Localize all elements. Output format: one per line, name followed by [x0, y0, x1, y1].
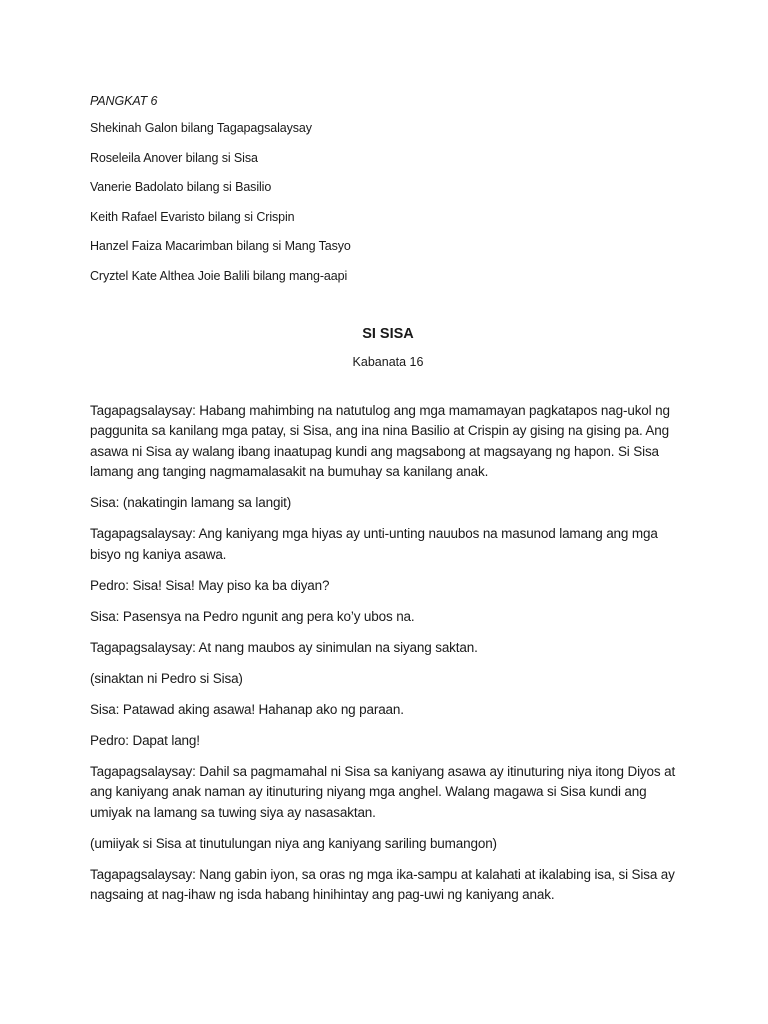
script-paragraph: Tagapagsalaysay: Dahil sa pagmamahal ni Sisa sa kaniyang asawa ay itinuturing niya itong Diyos at ang kaniyang anak naman ay itinuturing niyang mga anghel. Walang magawa si Sisa kundi ang umiyak na lamang sa tuwing siya ay nasasaktan.	[90, 763, 676, 820]
script-paragraph: Tagapagsalaysay: Ang kaniyang mga hiyas ay unti-unting nauubos na masunod lamang ang mga bisyo ng kaniya asawa.	[90, 526, 658, 562]
document-title: SI SISA	[362, 325, 414, 342]
cast-line: Hanzel Faiza Macarimban bilang si Mang Tasyo	[90, 239, 351, 253]
script-paragraph: Tagapagsalaysay: At nang maubos ay sinimulan na siyang saktan.	[90, 639, 478, 655]
script-paragraph: Sisa: Pasensya na Pedro ngunit ang pera ko’y ubos na.	[90, 608, 415, 624]
script-paragraph: Pedro: Sisa! Sisa! May piso ka ba diyan?	[90, 577, 330, 593]
cast-line: Shekinah Galon bilang Tagapagsalaysay	[90, 121, 312, 135]
cast-line: Roseleila Anover bilang si Sisa	[90, 150, 258, 165]
script-paragraph: Pedro: Dapat lang!	[90, 732, 200, 748]
cast-line: Vanerie Badolato bilang si Basilio	[90, 180, 272, 194]
cast-line: Keith Rafael Evaristo bilang si Crispin	[90, 209, 295, 224]
script-paragraph: Sisa: (nakatingin lamang sa langit)	[90, 495, 292, 510]
script-paragraph: Sisa: Patawad aking asawa! Hahanap ako ng paraan.	[90, 701, 404, 717]
cast-line: Cryztel Kate Althea Joie Balili bilang mang-aapi	[90, 268, 348, 283]
group-label: PANGKAT 6	[90, 94, 158, 108]
script-paragraph: Tagapagsalaysay: Habang mahimbing na natutulog ang mga mamamayan pagkatapos nag-ukol ng paggunita sa kanilang mga patay, si Sisa, ang ina nina Basilio at Crispin ay gising na gising pa. Ang asawa ni Sisa ay walang ibang inaatupag kundi ang magsabong at magsayang ng hapon. Si Sisa lamang ang tanging nagmamalasakit na bumuhay sa kanilang anak.	[90, 402, 670, 479]
cast-list	[90, 119, 686, 285]
script-paragraph: Tagapagsalaysay: Nang gabin iyon, sa oras ng mga ika-sampu at kalahati at ikalabing isa, si Sisa ay nagsaing at nag-ihaw ng isda habang hinihintay ang pag-uwi ng kaniyang anak.	[90, 866, 675, 902]
stage-direction: (sinaktan ni Pedro si Sisa)	[90, 670, 243, 686]
document-body	[90, 92, 686, 916]
chapter-label: Kabanata 16	[352, 354, 424, 369]
script-body	[90, 401, 686, 906]
stage-direction: (umiiyak si Sisa at tinutulungan niya ang kaniyang sariling bumangon)	[90, 835, 497, 851]
